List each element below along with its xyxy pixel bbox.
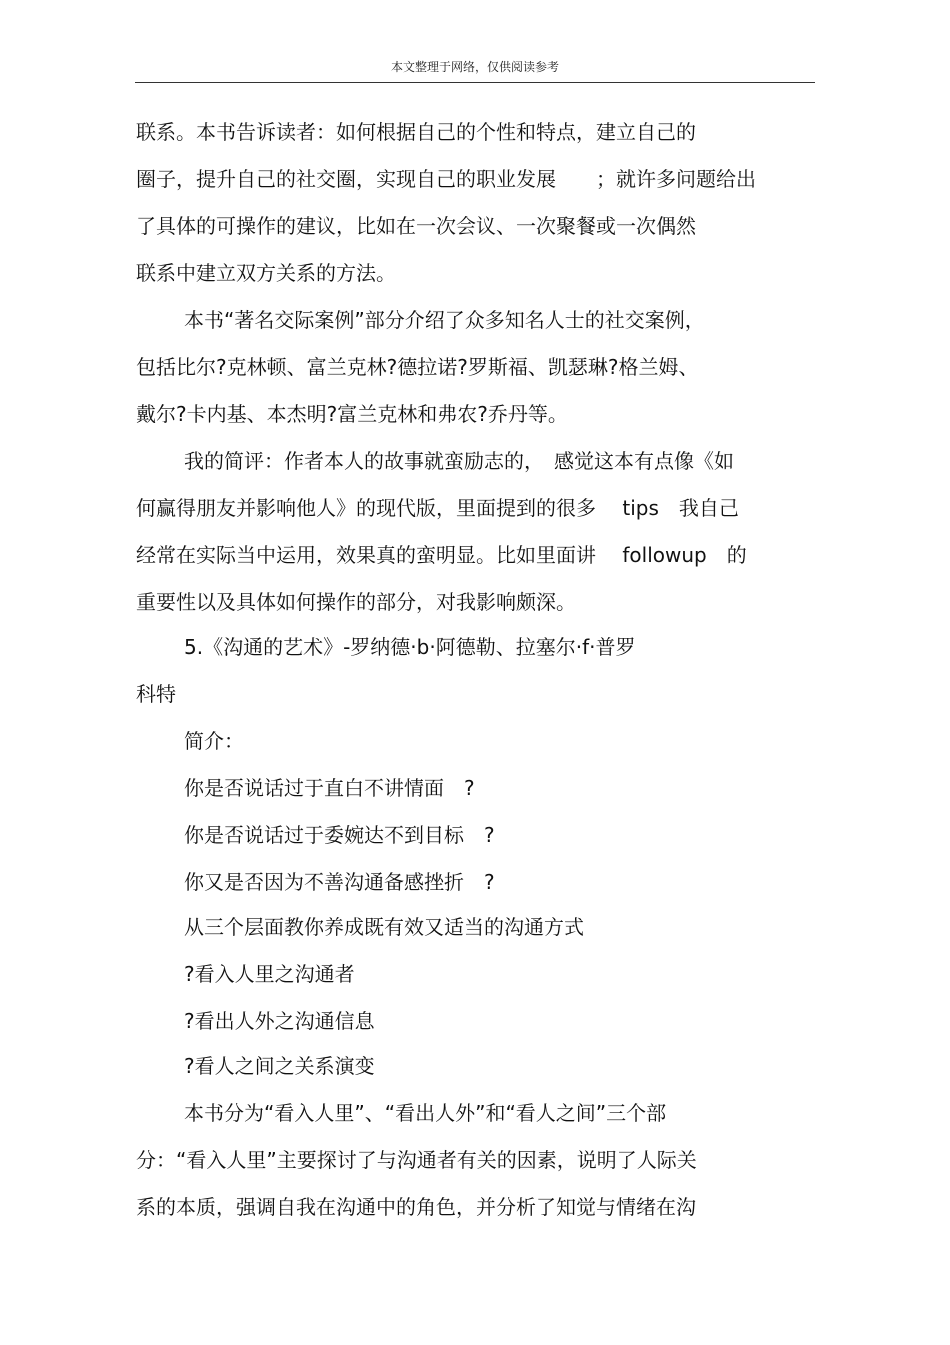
text-line: 圈子，提升自己的社交圈，实现自己的职业发展 ；就许多问题给出	[136, 167, 756, 191]
text-line: 简介：	[184, 729, 244, 753]
text-line: 戴尔?卡内基、本杰明?富兰克林和弗农?乔丹等。	[136, 402, 568, 426]
book-heading-cont: 科特	[136, 682, 176, 706]
text-line: 系的本质，强调自我在沟通中的角色，并分析了知觉与情绪在沟	[136, 1195, 696, 1219]
text-line: 从三个层面教你养成既有效又适当的沟通方式	[184, 915, 584, 939]
text-line: 本书“著名交际案例”部分介绍了众多知名人士的社交案例，	[184, 308, 705, 332]
text-line: 联系。本书告诉读者：如何根据自己的个性和特点，建立自己的	[136, 120, 696, 144]
text-line: 经常在实际当中运用，效果真的蛮明显。比如里面讲 followup 的	[136, 543, 747, 567]
text-line: 本书分为“看入人里”、“看出人外”和“看人之间”三个部	[184, 1101, 667, 1125]
text-line: 何赢得朋友并影响他人》的现代版，里面提到的很多 tips 我自己	[136, 496, 739, 520]
header-text: 本文整理于网络，仅供阅读参考	[390, 60, 559, 74]
list-item: ?看人之间之关系演变	[184, 1054, 375, 1078]
list-item: ?看出人外之沟通信息	[184, 1009, 375, 1033]
text-line: 重要性以及具体如何操作的部分，对我影响颇深。	[136, 590, 576, 614]
text-line: 你是否说话过于直白不讲情面 ?	[184, 776, 475, 800]
text-line: 你是否说话过于委婉达不到目标 ?	[184, 823, 495, 847]
list-item: ?看入人里之沟通者	[184, 962, 355, 986]
page-header	[135, 52, 815, 83]
text-line: 联系中建立双方关系的方法。	[136, 261, 396, 285]
text-line: 我的简评：作者本人的故事就蛮励志的， 感觉这本有点像《如	[184, 449, 734, 473]
text-line: 分：“看入人里”主要探讨了与沟通者有关的因素，说明了人际关	[136, 1148, 697, 1172]
text-line: 包括比尔?克林顿、富兰克林?德拉诺?罗斯福、凯瑟琳?格兰姆、	[136, 355, 699, 379]
book-heading: 5.《沟通的艺术》-罗纳德·b·阿德勒、拉塞尔·f·普罗	[184, 635, 636, 659]
text-line: 了具体的可操作的建议，比如在一次会议、一次聚餐或一次偶然	[136, 214, 696, 238]
text-line: 你又是否因为不善沟通备感挫折 ?	[184, 870, 495, 894]
